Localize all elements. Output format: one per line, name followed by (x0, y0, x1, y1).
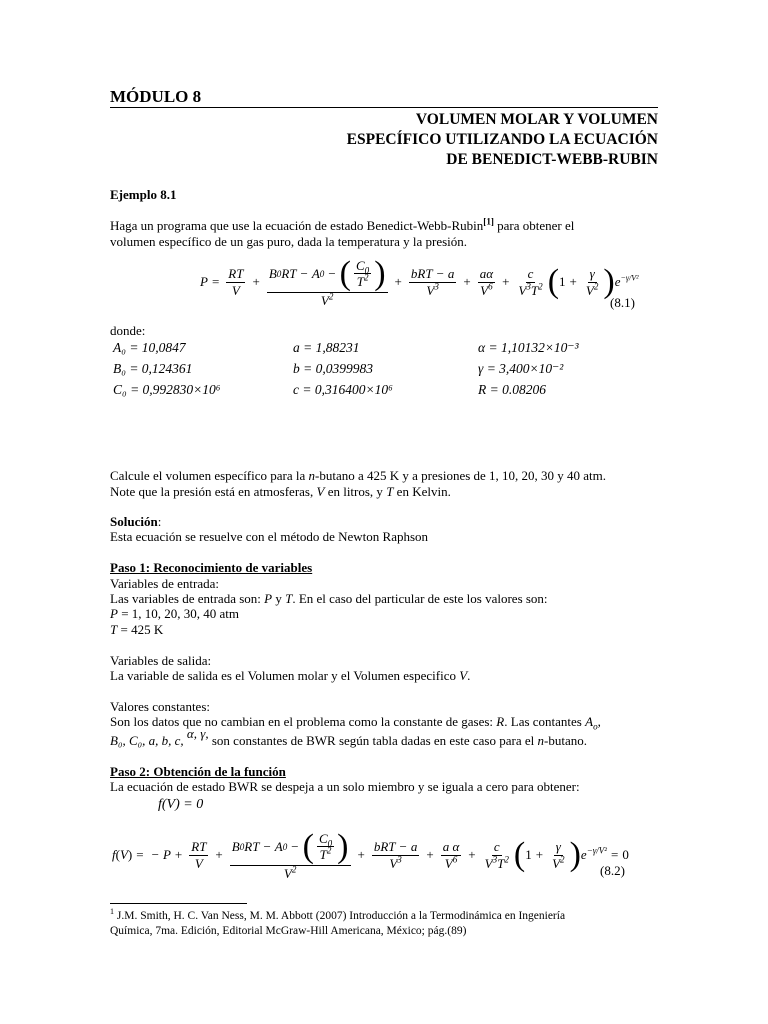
intro-text: Haga un programa que use la ecuación de estado Benedict-Webb-Rubin (110, 218, 484, 233)
task-text: Calcule el volumen específico para la (110, 468, 309, 483)
equation-number-8-2: (8.2) (600, 863, 625, 878)
bwr-greek-vars: α, γ, (186, 726, 209, 741)
chapter-title-line: VOLUMEN MOLAR Y VOLUMEN (415, 111, 658, 128)
header-rule (110, 107, 658, 108)
constant-b0: B₀ = 0,124361 (113, 361, 193, 376)
var-r: R (496, 714, 505, 729)
constant-r: R = 0.08206 (478, 382, 546, 397)
footnote-line-1 (110, 909, 658, 924)
footnote-marker: 1 (110, 907, 115, 917)
constantes-text-b: . Las contantes (504, 714, 586, 729)
intro-line2: volumen específico de un gas puro, dada la temperatura y la presión. (110, 234, 468, 249)
task-t: T (386, 484, 394, 499)
salida-text-a: La variable de salida es el Volumen molar y el Volumen especifico (110, 668, 460, 683)
entrada-text-b: . En el caso del particular de este los valores son: (292, 591, 548, 606)
constants-col-1 (113, 340, 221, 403)
constant-alpha: α = 1,10132×10⁻³ (478, 340, 579, 355)
constant-a: a = 1,88231 (293, 340, 360, 355)
paso1-heading: Paso 1: Reconocimiento de variables (110, 560, 313, 575)
t-value (110, 622, 163, 637)
constantes-line2-text: son constantes de BWR según tabla dadas en este caso para el (208, 733, 538, 748)
constant-c: c = 0,316400×10⁶ (293, 382, 393, 397)
constantes-end: -butano. (544, 733, 587, 748)
fv-zero: f(V) = 0 (158, 797, 204, 812)
solucion-heading (110, 514, 161, 529)
task-line-1 (110, 468, 606, 483)
constant-gamma: γ = 3,400×10⁻² (478, 361, 564, 376)
var-a0: A (585, 714, 594, 729)
paso2-text: La ecuación de estado BWR se despeja a un solo miembro y se iguala a cero para obtener: (110, 779, 580, 794)
t-var: T (110, 622, 118, 637)
example-heading: Ejemplo 8.1 (110, 187, 177, 202)
reference-marker[interactable]: [1] (483, 216, 494, 227)
p-value: = 1, 10, 20, 30, 40 atm (117, 606, 240, 621)
p-var: P (110, 606, 118, 621)
var-t: T (285, 591, 293, 606)
constant-a0: A₀ = 10,0847 (113, 340, 186, 355)
constantes-n: n (537, 733, 544, 748)
solucion-text: Esta ecuación se resuelve con el método de Newton Raphson (110, 529, 429, 544)
constantes-text: Son los datos que no cambian en el problema como la constante de gases: R. Las contantes $A_o$, (110, 714, 601, 732)
salida-text-b: . (467, 668, 471, 683)
solucion-label: Solución (110, 514, 158, 529)
module-title: MÓDULO 8 (110, 87, 202, 106)
task-line-2 (110, 484, 451, 499)
constants-col-2 (293, 340, 393, 403)
constants-col-3 (478, 340, 579, 403)
constant-b: b = 0,0399983 (293, 361, 373, 376)
task-text-cont: -butano a 425 K y a presiones de 1, 10, 20, 30 y 40 atm. (315, 468, 607, 483)
task-n: n (308, 468, 316, 483)
constantes-label: Valores constantes: (110, 699, 211, 714)
var-p: P (264, 591, 273, 606)
chapter-title-line: ESPECÍFICO UTILIZANDO LA ECUACIÓN (346, 131, 658, 148)
equation-8-1: P = $\frac{RT}{V}$ + B 0 RT − A 0 − ( $\frac{C_0}{T^2}$ ) $V^2$ + $\frac{\text{bRT − a}}{V^3}$ + $\frac{a\alpha}{V^6}$ + $\frac{c}{V^3T^2}$ ( 1 + $\frac{\gamma}{V^2}$ ) $e^{-\gamma/V^2}$ (200, 254, 639, 308)
donde-label: donde: (110, 323, 146, 338)
bwr-vars: B₀, C₀, a, b, c, (110, 733, 184, 748)
constantes-text-a: Son los datos que no cambian en el problema como la constante de gases: (110, 714, 497, 729)
task-text: Note que la presión está en atmosferas, (110, 484, 317, 499)
salida-label: Variables de salida: (110, 653, 212, 668)
footnote-text-1: J.M. Smith, H. C. Van Ness, M. M. Abbott (2007) Introducción a la Termodinámica en Ingeniería (114, 910, 566, 922)
intro-paragraph (110, 218, 658, 233)
salida-text (110, 668, 470, 683)
chapter-title-line: DE BENEDICT-WEBB-RUBIN (446, 151, 658, 168)
entrada-text (110, 591, 548, 606)
chapter-title (347, 110, 658, 170)
task-text: en litros, y (324, 484, 387, 499)
constant-c0: C₀ = 0,992830×10⁶ (113, 382, 221, 397)
equation-number-8-1: (8.1) (610, 295, 635, 310)
var-v: V (459, 668, 468, 683)
solucion-colon: : (157, 514, 162, 529)
entrada-y: y (272, 591, 286, 606)
footnote-rule (110, 903, 247, 904)
p-values (110, 606, 239, 621)
task-text: en Kelvin. (393, 484, 451, 499)
footnote (110, 909, 658, 939)
entrada-text-a: Las variables de entrada son: (110, 591, 265, 606)
paso2-heading: Paso 2: Obtención de la función (110, 764, 286, 779)
equation-8-2: f ( V ) = − P + $\frac{RT}{V}$ + B 0 RT − A 0 − ( $\frac{C_0}{T^2}$ ) $V^2$ + $\frac{\text{bRT − a}}{V^3}$ + $\frac{\text{a α}}{V^6}$ + $\frac{c}{V^3T^2}$ ( 1 + $\frac{\gamma}{V^2}$ ) $e^{-\gamma/V^2}$ = 0 (112, 827, 629, 881)
constantes-line-2 (110, 726, 587, 748)
entrada-label: Variables de entrada: (110, 576, 220, 591)
footnote-line-2: Química, 7ma. Edición, Editorial McGraw-Hill Americana, México; pág.(89) (110, 925, 467, 937)
intro-text-cont: para obtener el (493, 218, 575, 233)
t-value-text: = 425 K (117, 622, 164, 637)
task-v: V (316, 484, 325, 499)
